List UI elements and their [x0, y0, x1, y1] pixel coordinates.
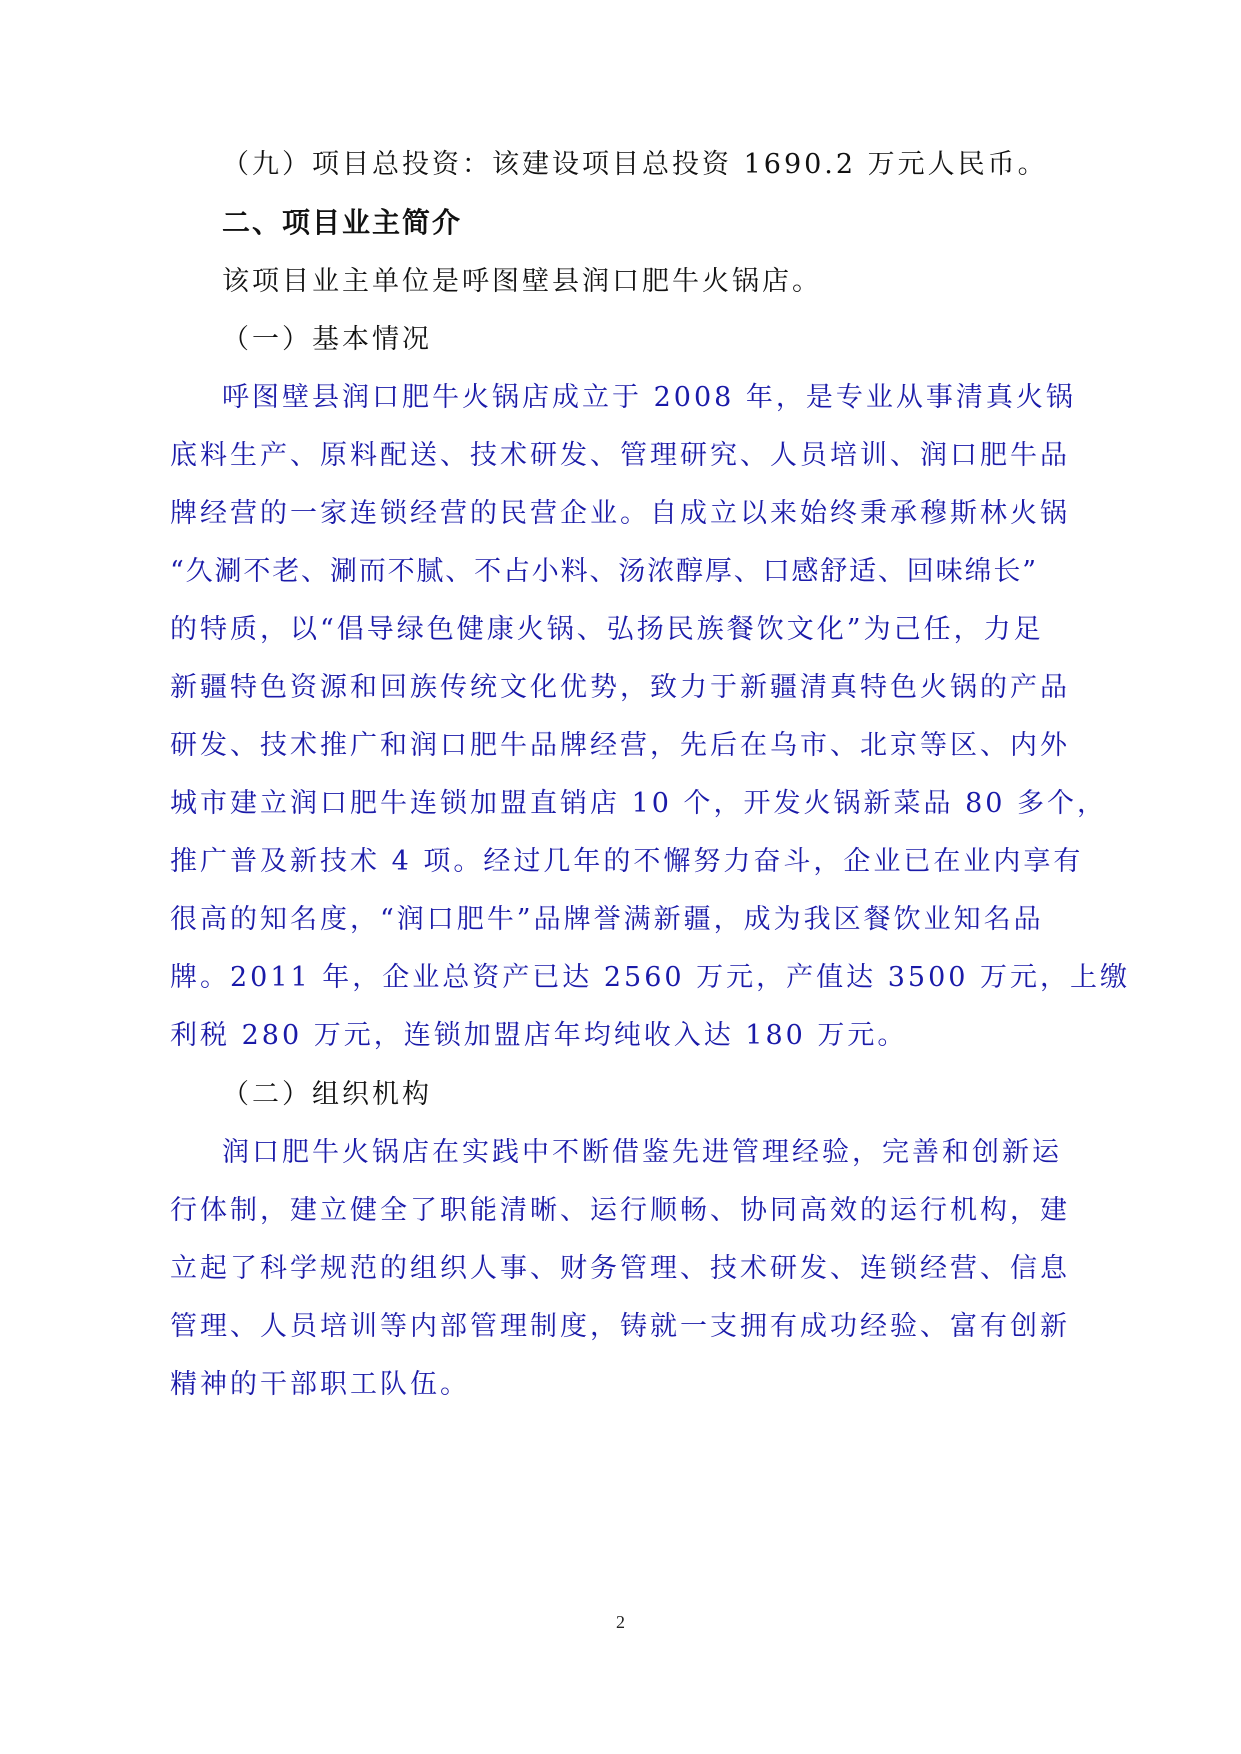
organization-line: 行体制，建立健全了职能清晰、运行顺畅、协同高效的运行机构，建: [170, 1195, 1070, 1226]
subsection-title-organization: （二）组织机构: [222, 1079, 432, 1110]
organization-line: 立起了科学规范的组织人事、财务管理、技术研发、连锁经营、信息: [170, 1253, 1070, 1284]
basic-info-line: 研发、技术推广和润口肥牛品牌经营，先后在乌市、北京等区、内外: [170, 730, 1070, 761]
page-number: 2: [616, 1612, 625, 1632]
basic-info-line: 新疆特色资源和回族传统文化优势，致力于新疆清真特色火锅的产品: [170, 672, 1070, 703]
basic-info-line: 利税 280 万元，连锁加盟店年均纯收入达 180 万元。: [170, 1020, 908, 1051]
basic-info-line: 城市建立润口肥牛连锁加盟直销店 10 个，开发火锅新菜品 80 多个，: [170, 788, 1108, 819]
basic-info-line: 底料生产、原料配送、技术研发、管理研究、人员培训、润口肥牛品: [170, 440, 1070, 471]
organization-line: 精神的干部职工队伍。: [170, 1369, 470, 1400]
basic-info-line: 很高的知名度，“润口肥牛”品牌誉满新疆，成为我区餐饮业知名品: [170, 904, 1044, 935]
investment-line: （九）项目总投资：该建设项目总投资 1690.2 万元人民币。: [222, 149, 1048, 180]
owner-line: 该项目业主单位是呼图壁县润口肥牛火锅店。: [222, 266, 822, 297]
section-heading: 二、项目业主简介: [222, 206, 463, 239]
basic-info-line: 的特质，以“倡导绿色健康火锅、弘扬民族餐饮文化”为己任，力足: [170, 614, 1044, 645]
organization-line: 管理、人员培训等内部管理制度，铸就一支拥有成功经验、富有创新: [170, 1311, 1070, 1342]
basic-info-line: 牌。2011 年，企业总资产已达 2560 万元，产值达 3500 万元，上缴: [170, 962, 1131, 993]
basic-info-line: 牌经营的一家连锁经营的民营企业。自成立以来始终秉承穆斯林火锅: [170, 498, 1070, 529]
basic-info-line: 推广普及新技术 4 项。经过几年的不懈努力奋斗，企业已在业内享有: [170, 846, 1084, 877]
basic-info-line: 呼图壁县润口肥牛火锅店成立于 2008 年，是专业从事清真火锅: [222, 382, 1076, 413]
subsection-title-basic-info: （一）基本情况: [222, 324, 432, 355]
basic-info-line: “久涮不老、涮而不腻、不占小料、汤浓醇厚、口感舒适、回味绵长”: [170, 556, 1036, 587]
organization-line: 润口肥牛火锅店在实践中不断借鉴先进管理经验，完善和创新运: [222, 1137, 1062, 1168]
